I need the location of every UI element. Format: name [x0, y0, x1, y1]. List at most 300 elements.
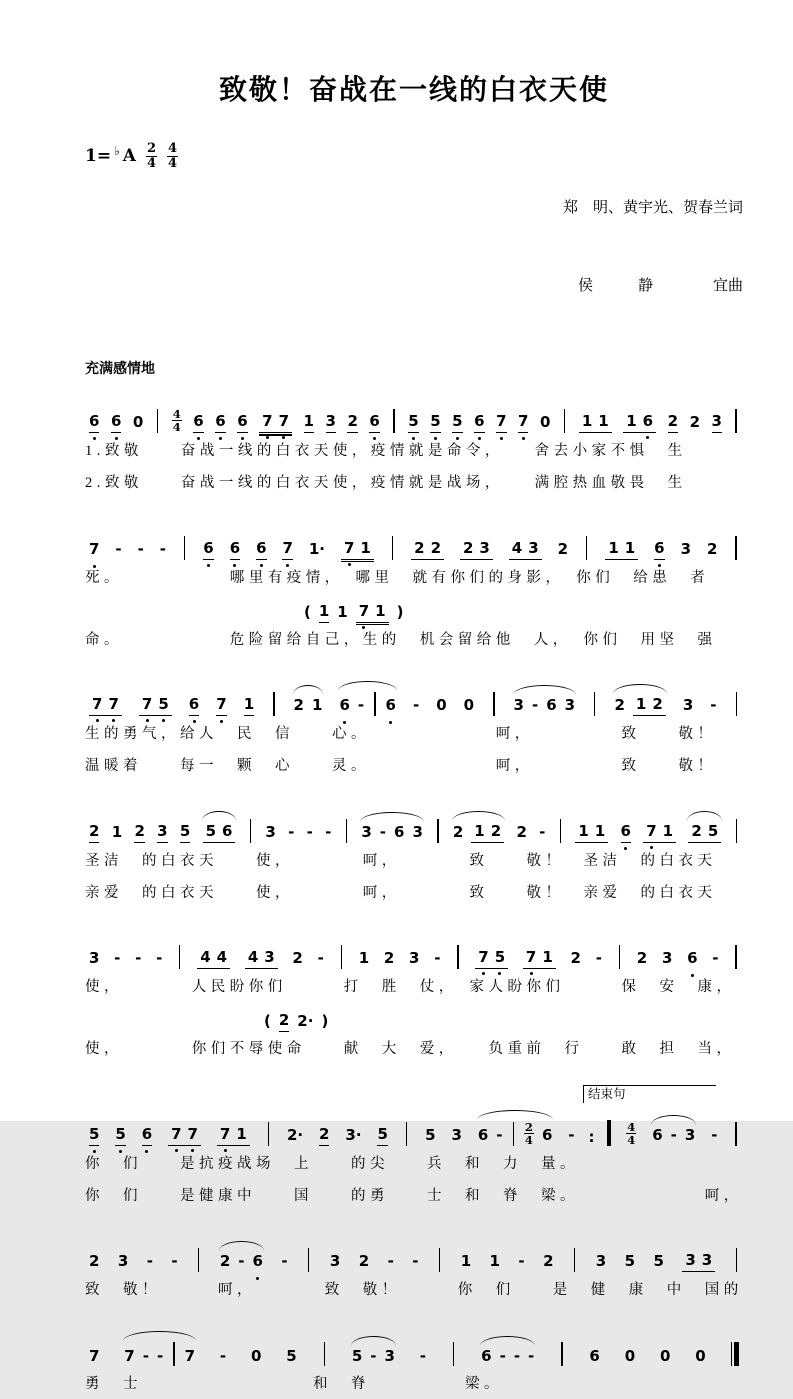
- octave-dot: [220, 720, 223, 723]
- barline: [586, 536, 587, 560]
- note: -: [317, 949, 324, 968]
- octave-dot: [241, 437, 244, 440]
- beam-group: [217, 1125, 250, 1146]
- note: -: [325, 822, 332, 841]
- note: 6: [339, 696, 349, 716]
- note: 6: [237, 412, 247, 433]
- note: 2: [279, 1011, 289, 1032]
- octave-dot: [456, 437, 459, 440]
- time-signature: [172, 408, 182, 433]
- beam-group: [356, 602, 389, 623]
- note: 3: [326, 412, 336, 433]
- note: 0: [624, 1346, 636, 1365]
- note: -: [219, 1346, 227, 1365]
- octave-dot: [207, 564, 210, 567]
- note: 6: [215, 412, 225, 433]
- note: 1: [608, 538, 619, 557]
- note: 6: [643, 412, 653, 431]
- note: 1: [460, 1252, 472, 1271]
- octave-dot: [93, 437, 96, 440]
- notes-row: [85, 392, 743, 433]
- barline: [574, 1248, 575, 1272]
- credit-lyricists: 郑 明、黄宇光、贺春兰词: [562, 199, 743, 216]
- note: 7: [216, 695, 226, 716]
- note: 2·: [286, 1125, 304, 1144]
- note: 4: [216, 948, 228, 967]
- note: (: [264, 1012, 271, 1031]
- note: 5: [286, 1346, 297, 1365]
- octave-dot: [691, 974, 694, 977]
- octave-dot: [260, 564, 263, 567]
- lyric-line: 勇 士 和 脊 梁。: [85, 1376, 503, 1393]
- octave-dot: [522, 437, 525, 440]
- note: 5: [425, 1125, 436, 1144]
- note: 2: [689, 413, 701, 432]
- slur-group: [449, 822, 508, 843]
- score: [85, 392, 743, 1399]
- barline: [341, 945, 342, 969]
- notes-row: [85, 802, 743, 843]
- beam-group: [579, 412, 612, 433]
- octave-dot: [191, 1149, 194, 1152]
- note: -: [379, 822, 387, 841]
- note: 4: [200, 948, 211, 967]
- octave-dot: [650, 846, 653, 849]
- note: 1: [337, 602, 348, 621]
- lyric-line: 死。 哪里有疫情， 哪里 就有你们的身影， 你们 给患 者: [85, 569, 710, 586]
- score-line-8: [85, 1325, 743, 1398]
- note: 1: [360, 538, 371, 557]
- lyric-line: 亲爱 的白衣天 使， 呵， 致 敬！ 亲爱 的白衣天: [85, 884, 717, 901]
- ts-bottom: 4: [524, 1132, 533, 1147]
- note: 3: [682, 696, 694, 715]
- beam-group: [89, 695, 122, 716]
- note: -: [146, 1252, 153, 1271]
- note: 6: [621, 822, 631, 843]
- note: 1: [578, 821, 589, 840]
- note: 2: [219, 1252, 231, 1271]
- note: 1: [542, 948, 553, 967]
- note: -: [568, 1125, 575, 1144]
- note: 2: [452, 822, 464, 841]
- inline-notes-wrap: [85, 1001, 743, 1031]
- slur-group: [120, 1342, 199, 1366]
- note: 6: [222, 821, 233, 840]
- slur-group: [348, 1347, 399, 1367]
- note: 5: [624, 1252, 636, 1271]
- note: 0: [132, 413, 144, 432]
- note: -: [142, 1346, 149, 1365]
- barline: [392, 536, 393, 560]
- note: 3·: [345, 1125, 362, 1144]
- note: 3: [595, 1252, 607, 1271]
- note: 7: [124, 1346, 135, 1365]
- note: 3: [479, 538, 490, 557]
- note: 2: [570, 949, 581, 968]
- note: 6: [481, 1346, 492, 1365]
- note: -: [288, 822, 295, 841]
- note: 1: [489, 1252, 500, 1271]
- barline: [179, 945, 180, 969]
- note: 7: [526, 948, 536, 967]
- barline: [374, 692, 375, 716]
- note: -: [156, 949, 163, 968]
- note: -: [412, 1252, 419, 1271]
- key-prefix: 1=: [85, 146, 112, 167]
- note: 3: [564, 696, 576, 715]
- note: 3: [685, 1251, 696, 1270]
- lyric-line: 1.致敬 奋战一线的白衣天使，疫情就是命令， 舍去小家不惧 生: [85, 443, 687, 459]
- lyric-line: 致 敬！ 呵， 致 敬！ 你 们 是 健 康 中 国的: [85, 1282, 743, 1299]
- slur-group: [648, 1126, 699, 1146]
- score-line-4: [85, 802, 743, 908]
- note: 2: [383, 949, 395, 968]
- lyric-line: 使， 你们不辱使命 献 大 爱， 负重前 行 敢 担 当，: [85, 1041, 736, 1058]
- note: 2: [292, 949, 303, 968]
- note: -: [412, 696, 420, 715]
- note: 5: [707, 821, 719, 840]
- note: 0: [695, 1346, 706, 1365]
- note: 3: [451, 1125, 462, 1144]
- note: -: [496, 1125, 503, 1144]
- beam-group: [688, 822, 721, 843]
- note: 5: [351, 1346, 363, 1365]
- note: 2: [557, 539, 569, 558]
- note: 3: [712, 412, 722, 433]
- note: -: [499, 1346, 506, 1365]
- note: 5: [89, 1125, 99, 1146]
- slur-group: [216, 1252, 267, 1272]
- note: 5: [180, 822, 190, 843]
- score-line-1: [85, 392, 743, 498]
- score-line-2: [85, 519, 743, 655]
- barline: [735, 1122, 736, 1146]
- notes-row: [85, 1105, 743, 1146]
- octave-dot: [266, 436, 269, 439]
- barline: [736, 692, 737, 716]
- barline: [736, 1248, 737, 1272]
- barline: [184, 536, 185, 560]
- note: -: [387, 1252, 394, 1271]
- beam-group: [575, 822, 608, 843]
- lyric-line: 你 们 是健康中 国 的勇 士 和 脊 梁。 呵，: [85, 1187, 743, 1204]
- notes-row: [85, 1325, 743, 1366]
- octave-dot: [434, 437, 437, 440]
- note: -: [595, 949, 602, 968]
- note: 6: [386, 696, 396, 716]
- note: 3: [513, 696, 524, 715]
- note: 2: [347, 412, 357, 433]
- slur-group: [357, 823, 427, 843]
- note: 5: [115, 1125, 125, 1146]
- barline: [324, 1342, 325, 1366]
- note: 5: [495, 948, 505, 967]
- octave-dot: [286, 564, 289, 567]
- note: 6: [474, 412, 484, 433]
- note: 1: [236, 1124, 247, 1143]
- notes-row: [85, 1231, 743, 1272]
- note: 1: [626, 412, 637, 431]
- note: 3: [117, 1252, 129, 1271]
- note: 2: [490, 821, 502, 840]
- note: 2: [89, 822, 99, 843]
- octave-dot: [146, 719, 149, 722]
- lyric-line: 生的勇气，给人 民 信 心。 呵， 致 敬！: [85, 726, 717, 743]
- note: 1: [375, 601, 386, 620]
- barline: [173, 1342, 174, 1366]
- note: 3: [409, 949, 420, 968]
- octave-dot: [658, 564, 661, 567]
- beam-group: [623, 412, 656, 433]
- note: 6: [589, 1346, 600, 1365]
- note: 1: [311, 696, 323, 715]
- octave-dot: [530, 972, 533, 975]
- barline: [437, 819, 438, 843]
- note: -: [159, 539, 166, 558]
- note: 3: [89, 949, 100, 968]
- slur-group: [474, 1121, 557, 1146]
- note: 0: [436, 696, 447, 715]
- slur-group: [199, 822, 240, 843]
- note: 7: [171, 1125, 181, 1144]
- score-line-3: [85, 675, 743, 781]
- note: 6: [541, 1125, 553, 1144]
- lyric-line: 命。 危险留给自己，生的 机会留给他 人， 你们 用坚 强: [85, 631, 717, 648]
- octave-dot: [624, 847, 627, 850]
- lyric-line: 你 们 是抗疫战场 上 的尖 兵 和 力 量。: [85, 1155, 579, 1172]
- note: 7: [184, 1346, 196, 1365]
- slur-group: [610, 695, 669, 716]
- note: 3: [684, 1125, 696, 1144]
- note: 2: [414, 538, 425, 557]
- key-letter: A: [122, 146, 136, 167]
- note: 3: [412, 822, 423, 841]
- note: 2: [636, 949, 648, 968]
- note: 1: [598, 412, 609, 431]
- ts-top: 4: [172, 406, 181, 421]
- note: 1: [244, 695, 254, 716]
- note: 1·: [308, 539, 325, 558]
- heavy-barline: [607, 1120, 611, 1146]
- octave-dot: [93, 1150, 96, 1153]
- note: 2: [89, 1252, 100, 1271]
- note: 7: [262, 412, 272, 431]
- note: 6: [394, 822, 405, 841]
- beam-group: [197, 948, 230, 969]
- note: 1: [662, 821, 674, 840]
- note: ): [321, 1012, 329, 1031]
- score-line-6: [85, 1085, 743, 1211]
- octave-dot: [412, 437, 415, 440]
- note: 0: [250, 1346, 262, 1365]
- note: 5: [205, 821, 217, 840]
- note: 7: [478, 948, 488, 967]
- barline: [564, 409, 565, 433]
- note: 5: [377, 1125, 387, 1146]
- barline: [735, 945, 736, 969]
- note: -: [434, 949, 441, 968]
- note: 6: [687, 949, 697, 969]
- barline: [513, 1122, 514, 1146]
- note: -: [712, 949, 719, 968]
- beam-group: [682, 1251, 715, 1272]
- note: 7: [496, 412, 506, 433]
- notes-row: [85, 675, 743, 716]
- note: 1: [624, 538, 636, 557]
- barline: [594, 692, 595, 716]
- note: 7: [108, 695, 118, 714]
- note: 7: [646, 822, 656, 841]
- note: 7: [344, 539, 354, 558]
- note: 6: [654, 539, 664, 560]
- slur-group: [335, 692, 400, 716]
- note: ): [396, 602, 404, 621]
- beam-group: [643, 822, 676, 843]
- flat-sign: ♭: [114, 144, 120, 159]
- barline: [406, 1122, 407, 1146]
- barline: [308, 1248, 309, 1272]
- octave-dot: [96, 719, 99, 722]
- note: 2: [430, 538, 441, 557]
- octave-dot: [219, 437, 222, 440]
- note: 3: [265, 822, 276, 841]
- note: 5: [408, 412, 418, 433]
- octave-dot: [197, 437, 200, 440]
- inline-notes: [300, 602, 407, 623]
- note: 5: [452, 412, 462, 433]
- note: 4: [247, 948, 259, 967]
- note: 3: [680, 539, 691, 558]
- note: 2: [706, 539, 718, 558]
- note: -: [357, 696, 365, 715]
- barline: [393, 409, 394, 433]
- note: 1: [635, 695, 647, 714]
- note: 6: [230, 539, 240, 560]
- note: 1: [304, 412, 314, 433]
- note: 2: [543, 1252, 554, 1271]
- note: 6: [89, 412, 99, 433]
- beam-group: [259, 412, 292, 433]
- ts-top: 4: [627, 1119, 636, 1134]
- barline: [439, 1248, 440, 1272]
- ts-bottom: 4: [627, 1132, 636, 1147]
- note: 7: [279, 412, 289, 431]
- barline: [273, 692, 274, 716]
- note: 2: [134, 822, 144, 843]
- expression-marking: 充满感情地: [85, 360, 155, 376]
- note: 2: [652, 695, 663, 714]
- note: 7: [142, 695, 152, 714]
- slur-group: [684, 822, 725, 843]
- note: 6: [142, 1125, 152, 1146]
- meta-row: [85, 142, 743, 352]
- note: 6: [652, 1125, 663, 1144]
- notes-row: [85, 928, 743, 969]
- score-line-5: [85, 928, 743, 1064]
- barline: [198, 1248, 199, 1272]
- note: 7: [89, 1346, 100, 1365]
- slur-group: [510, 696, 580, 716]
- note: -: [710, 696, 717, 715]
- inline-notes: [260, 1011, 332, 1032]
- barline: [250, 819, 251, 843]
- final-barline: [731, 1342, 739, 1366]
- note: 3: [528, 538, 539, 557]
- barline: [453, 1342, 454, 1366]
- note: 6: [193, 412, 203, 433]
- note: 6: [256, 539, 266, 560]
- note: 1: [594, 821, 606, 840]
- note: 1: [581, 412, 593, 431]
- barline: [561, 1342, 562, 1366]
- note: 6: [253, 1252, 263, 1272]
- note: 2: [462, 538, 474, 557]
- note: -: [306, 822, 313, 841]
- octave-dot: [175, 1149, 178, 1152]
- note: -: [171, 1252, 178, 1271]
- note: -: [539, 822, 546, 841]
- lyric-line: 使， 人民盼你们 打 胜 仗， 家人盼你们 保 安 康，: [85, 979, 736, 996]
- note: -: [156, 1346, 164, 1365]
- lyric-line: 2.致敬 奋战一线的白衣天使，疫情就是战场， 满腔热血敬畏 生: [85, 475, 687, 492]
- beam-group: [523, 948, 556, 969]
- octave-dot: [193, 720, 196, 723]
- barline: [560, 819, 561, 843]
- note: 3: [701, 1251, 713, 1270]
- slur-group: [477, 1347, 538, 1367]
- note: 2: [358, 1252, 370, 1271]
- beam-group: [509, 539, 542, 560]
- note: -: [513, 1346, 521, 1365]
- credit-composer: 侯 静 宜曲: [577, 278, 743, 295]
- octave-dot: [348, 563, 351, 566]
- octave-dot: [119, 1150, 122, 1153]
- note: 2: [668, 412, 678, 433]
- beam-group: [139, 695, 172, 716]
- note: 6: [189, 695, 199, 716]
- beam-group: [245, 948, 278, 969]
- note: 5: [653, 1252, 664, 1271]
- song-title: 致敬！奋战在一线的白衣天使: [218, 74, 609, 105]
- notes-row: [85, 519, 743, 560]
- beam-group: [605, 539, 638, 560]
- note: 6: [203, 539, 213, 560]
- ts-top: 2: [524, 1119, 533, 1134]
- note: 3: [264, 948, 275, 967]
- note: 3: [384, 1346, 395, 1365]
- page-content: [85, 0, 743, 1399]
- note: -: [711, 1125, 718, 1144]
- note: 1: [111, 822, 123, 841]
- beam-group: [475, 948, 508, 969]
- note: 3: [157, 822, 167, 843]
- note: 6: [546, 696, 557, 715]
- note: 7: [188, 1125, 198, 1144]
- note: 7: [220, 1125, 230, 1144]
- note: 2: [516, 822, 527, 841]
- credits: [563, 142, 743, 352]
- octave-dot: [500, 437, 503, 440]
- barline: [735, 409, 736, 433]
- beam-group: [633, 695, 666, 716]
- note: -: [137, 539, 144, 558]
- note: 0: [463, 696, 475, 715]
- ts-bottom: 4: [172, 419, 181, 434]
- barline: [735, 536, 736, 560]
- note: 7: [92, 695, 102, 714]
- note: 7: [359, 602, 369, 621]
- time-signature: [626, 1121, 636, 1146]
